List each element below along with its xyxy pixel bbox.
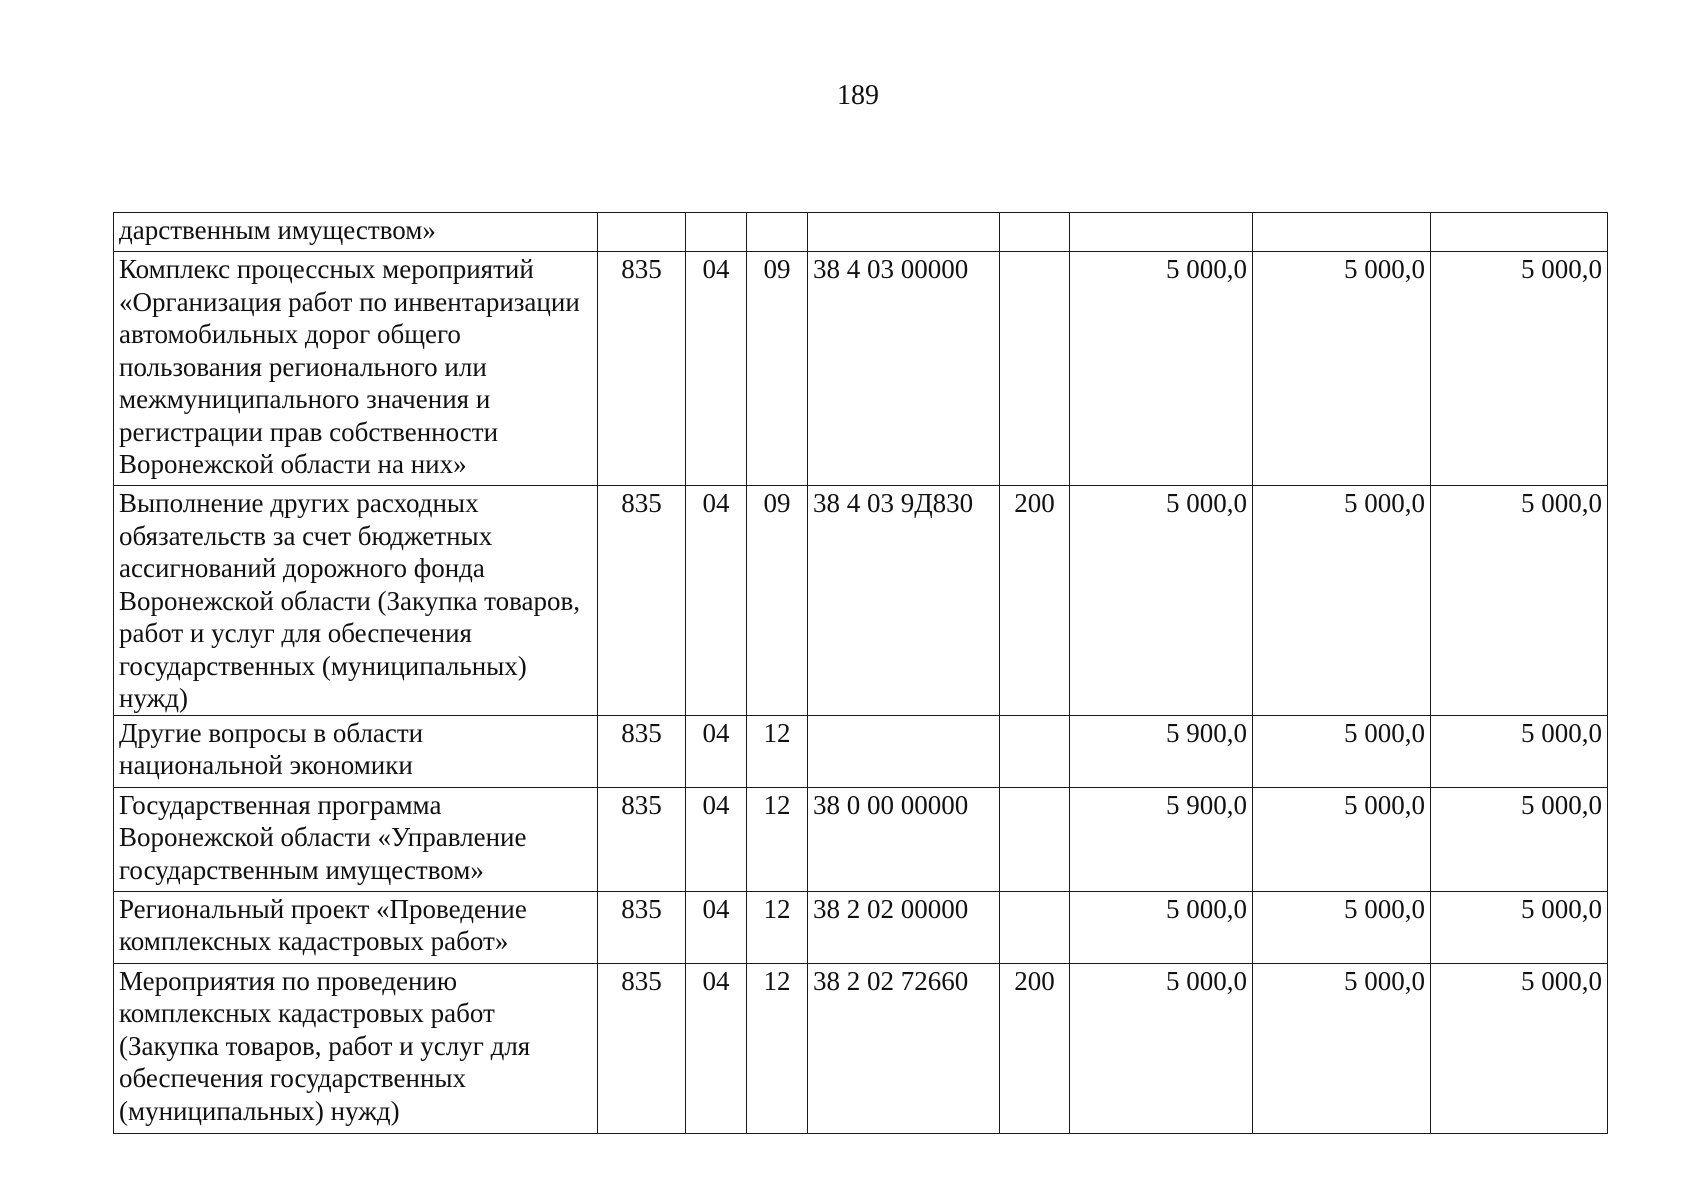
subsection-code: 12	[747, 963, 808, 1133]
amount-year-3: 5 000,0	[1431, 252, 1608, 486]
target-article-code: 38 2 02 72660	[808, 963, 1000, 1133]
amount-year-1	[1070, 213, 1253, 252]
row-description: Комплекс процессных мероприятий «Организация работ по инвентаризации автомобильных дорог общего пользования регионального или межмуниципального значения и регистрации прав собственности Воронежской области на них»	[114, 252, 598, 486]
amount-year-2: 5 000,0	[1253, 963, 1431, 1133]
amount-year-3: 5 000,0	[1431, 486, 1608, 716]
subsection-code: 12	[747, 715, 808, 787]
amount-year-2: 5 000,0	[1253, 715, 1431, 787]
expense-type-code	[1000, 252, 1070, 486]
target-article-code: 38 4 03 9Д830	[808, 486, 1000, 716]
amount-year-3: 5 000,0	[1431, 891, 1608, 963]
table-row	[114, 715, 1608, 787]
table-row	[114, 486, 1608, 716]
subsection-code: 09	[747, 252, 808, 486]
amount-year-1: 5 000,0	[1070, 486, 1253, 716]
expense-type-code	[1000, 715, 1070, 787]
row-description: Региональный проект «Проведение комплексных кадастровых работ»	[114, 891, 598, 963]
amount-year-3	[1431, 213, 1608, 252]
amount-year-3: 5 000,0	[1431, 963, 1608, 1133]
amount-year-2: 5 000,0	[1253, 252, 1431, 486]
amount-year-1: 5 900,0	[1070, 715, 1253, 787]
section-code: 04	[686, 787, 747, 891]
subsection-code	[747, 213, 808, 252]
expense-type-code: 200	[1000, 486, 1070, 716]
row-description: Другие вопросы в области национальной экономики	[114, 715, 598, 787]
row-description: дарственным имуществом»	[114, 213, 598, 252]
amount-year-3: 5 000,0	[1431, 787, 1608, 891]
target-article-code: 38 2 02 00000	[808, 891, 1000, 963]
grbs-code: 835	[598, 486, 686, 716]
table-row	[114, 787, 1608, 891]
amount-year-1: 5 000,0	[1070, 963, 1253, 1133]
target-article-code	[808, 715, 1000, 787]
section-code	[686, 213, 747, 252]
table-row	[114, 891, 1608, 963]
expense-type-code	[1000, 213, 1070, 252]
row-description: Государственная программа Воронежской области «Управление государственным имуществом»	[114, 787, 598, 891]
page-number: 189	[837, 80, 879, 111]
section-code: 04	[686, 486, 747, 716]
table-row	[114, 213, 1608, 252]
target-article-code: 38 4 03 00000	[808, 252, 1000, 486]
amount-year-1: 5 000,0	[1070, 891, 1253, 963]
grbs-code: 835	[598, 787, 686, 891]
grbs-code: 835	[598, 891, 686, 963]
grbs-code: 835	[598, 963, 686, 1133]
target-article-code	[808, 213, 1000, 252]
grbs-code: 835	[598, 715, 686, 787]
table-row	[114, 963, 1608, 1133]
section-code: 04	[686, 963, 747, 1133]
row-description: Выполнение других расходных обязательств за счет бюджетных ассигнований дорожного фонда Воронежской области (Закупка товаров, работ и услуг для обеспечения государственных (муниципальных) нужд)	[114, 486, 598, 716]
expense-type-code: 200	[1000, 963, 1070, 1133]
amount-year-2: 5 000,0	[1253, 787, 1431, 891]
table-row	[114, 252, 1608, 486]
amount-year-1: 5 900,0	[1070, 787, 1253, 891]
grbs-code	[598, 213, 686, 252]
amount-year-2	[1253, 213, 1431, 252]
amount-year-3: 5 000,0	[1431, 715, 1608, 787]
section-code: 04	[686, 715, 747, 787]
section-code: 04	[686, 252, 747, 486]
amount-year-2: 5 000,0	[1253, 891, 1431, 963]
subsection-code: 12	[747, 787, 808, 891]
grbs-code: 835	[598, 252, 686, 486]
amount-year-1: 5 000,0	[1070, 252, 1253, 486]
row-description: Мероприятия по проведению комплексных кадастровых работ (Закупка товаров, работ и услуг для обеспечения государственных (муниципальных) нужд)	[114, 963, 598, 1133]
amount-year-2: 5 000,0	[1253, 486, 1431, 716]
section-code: 04	[686, 891, 747, 963]
target-article-code: 38 0 00 00000	[808, 787, 1000, 891]
subsection-code: 12	[747, 891, 808, 963]
subsection-code: 09	[747, 486, 808, 716]
budget-table	[113, 212, 1608, 1134]
expense-type-code	[1000, 891, 1070, 963]
expense-type-code	[1000, 787, 1070, 891]
